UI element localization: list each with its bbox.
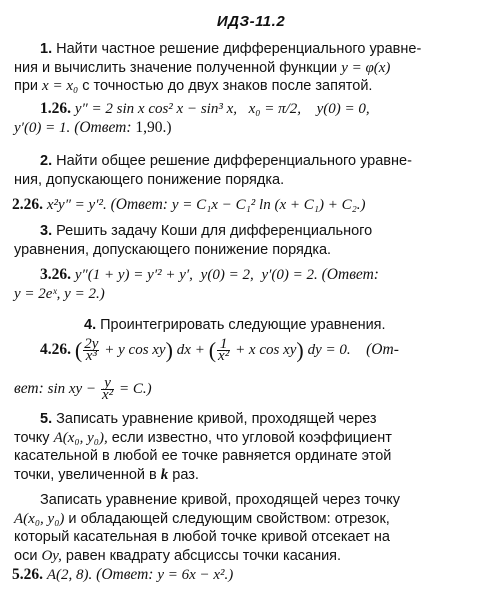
task2-number: 2. <box>40 153 53 169</box>
task5-p2-d: оси <box>14 547 42 564</box>
task4-answer <box>14 376 490 402</box>
task2-text-a: Найти общее решение дифференциального уравне- <box>56 153 412 169</box>
task4-item <box>14 337 490 363</box>
task4-answer-label-a: (От- <box>366 341 399 358</box>
task4-frac2-num: 1 <box>217 339 230 351</box>
task5-p2-d-rest: равен квадрату абсциссы точки касания. <box>61 547 342 564</box>
task4-text-a: Проинтегрировать следующие уравнения. <box>100 317 386 333</box>
task5-p2-d-math: Oy, <box>41 547 62 564</box>
task5-text-c: касательной в любой ее точке равняется ординате этой <box>14 448 392 464</box>
task3-answer-label: (Ответ: <box>321 266 379 283</box>
task4-answer-frac-num: y <box>101 378 114 390</box>
task1-item-y0: y(0) = 0, <box>316 101 370 117</box>
task1-answer-label: (Ответ: <box>74 118 132 136</box>
task1-item-x0: x₀ = π/2, <box>248 101 302 117</box>
task5-text-d: точки, увеличенной в <box>14 466 161 483</box>
task5-p2-b-math: A(x₀, y₀) <box>14 510 65 527</box>
task3-item-cond2: y′(0) = 2. <box>261 267 318 283</box>
task3-text-a: Решить задачу Коши для дифференциального <box>56 223 373 239</box>
open-paren-2: ( <box>208 337 217 363</box>
task1-item <box>14 100 490 137</box>
task4-frac2 <box>217 335 230 364</box>
task3-item <box>14 266 490 303</box>
close-paren-1: ) <box>165 337 173 363</box>
task1-item-equation: y″ = 2 sin x cos² x − sin³ x, <box>74 101 237 117</box>
task3-statement <box>14 222 490 259</box>
task3-item-equation: y″(1 + y) = y′² + y′, <box>74 267 193 283</box>
task5-item-point: A(2, 8). <box>46 567 93 583</box>
task4-frac1-num: 2y <box>84 335 99 352</box>
task5-text-a: Записать уравнение кривой, проходящей через <box>56 411 377 427</box>
task4-item-number: 4.26. <box>40 341 71 358</box>
task4-answer-pre: sin xy − <box>47 381 97 397</box>
task4-answer-label-b: вет: <box>14 380 44 397</box>
task1-item-dy0: y′(0) = 1. <box>14 119 71 136</box>
task2-answer-label: (Ответ: <box>110 196 168 213</box>
task2-item-number: 2.26. <box>12 196 43 213</box>
task1-text-c-rest: с точностью до двух знаков после запятой. <box>78 78 373 94</box>
close-paren-2: ) <box>296 337 304 363</box>
task5-text-d-math: k <box>160 466 169 483</box>
task4-statement <box>14 316 490 335</box>
task5-item-number: 5.26. <box>12 566 43 583</box>
task3-number: 3. <box>40 223 53 239</box>
task4-eq-end: + x cos xy <box>235 342 297 358</box>
task5-answer-value: y = 6x − x².) <box>157 567 234 583</box>
task4-frac1 <box>83 335 99 364</box>
task1-text-b-math: y = φ(x) <box>341 59 391 76</box>
task5-text-b-rest: если известно, что угловой коэффициент <box>107 429 392 446</box>
task1-text-a: Найти частное решение дифференциального уравне- <box>56 41 422 57</box>
open-paren-1: ( <box>74 337 83 363</box>
task5-text-b-math: A(x₀, y₀), <box>53 429 108 446</box>
page-title: ИДЗ-11.2 <box>216 13 286 30</box>
task5-p2-a: Записать уравнение кривой, проходящей через точку <box>40 492 401 508</box>
task4-number: 4. <box>84 317 97 333</box>
task5-paragraph2 <box>14 491 490 565</box>
task2-item-equation: x²y″ = y′². <box>46 197 107 213</box>
task5-statement <box>14 410 490 484</box>
task5-p2-c: который касательная в любой точке кривой отсекает на <box>14 529 390 545</box>
task4-answer-frac <box>101 374 114 403</box>
task5-item <box>12 566 488 585</box>
task1-text-c: при <box>14 78 43 94</box>
task1-item-number: 1.26. <box>40 100 71 117</box>
task5-number: 5. <box>40 411 53 427</box>
task4-answer-frac-den: x² <box>101 386 114 403</box>
task1-statement <box>14 40 490 96</box>
task1-answer-value: 1,90.) <box>135 118 172 136</box>
task3-text-b: уравнения, допускающего понижение порядка. <box>14 241 332 258</box>
task5-text-b: точку <box>14 429 54 446</box>
task4-frac2-den: x² <box>218 347 230 364</box>
task4-eq-mid: + y cos xy <box>104 342 166 358</box>
task4-frac1-den: x³ <box>85 347 97 364</box>
task3-answer-value: y = 2eˣ, y = 2.) <box>14 285 105 302</box>
task4-eq-dy: dy = 0. <box>307 342 351 358</box>
task4-answer-post: = C.) <box>119 381 152 397</box>
task3-item-number: 3.26. <box>40 266 71 283</box>
task5-answer-label: (Ответ: <box>96 566 154 583</box>
task1-number: 1. <box>40 41 53 57</box>
task2-answer-value: y = C₁x − C₁² ln (x + C₁) + C₂.) <box>171 197 366 213</box>
task2-statement <box>14 152 490 189</box>
task2-item <box>12 196 488 215</box>
task3-item-cond1: y(0) = 2, <box>200 267 254 283</box>
task1-text-b: ния и вычислить значение полученной функции <box>14 59 342 76</box>
task5-text-d-rest: раз. <box>168 466 199 483</box>
task1-text-c-math: x = x₀ <box>42 78 79 94</box>
task2-text-b: ния, допускающего понижение порядка. <box>14 171 285 188</box>
task4-eq-dx: dx + <box>176 342 205 358</box>
task5-p2-b: и обладающей следующим свойством: отрезок, <box>64 510 390 527</box>
